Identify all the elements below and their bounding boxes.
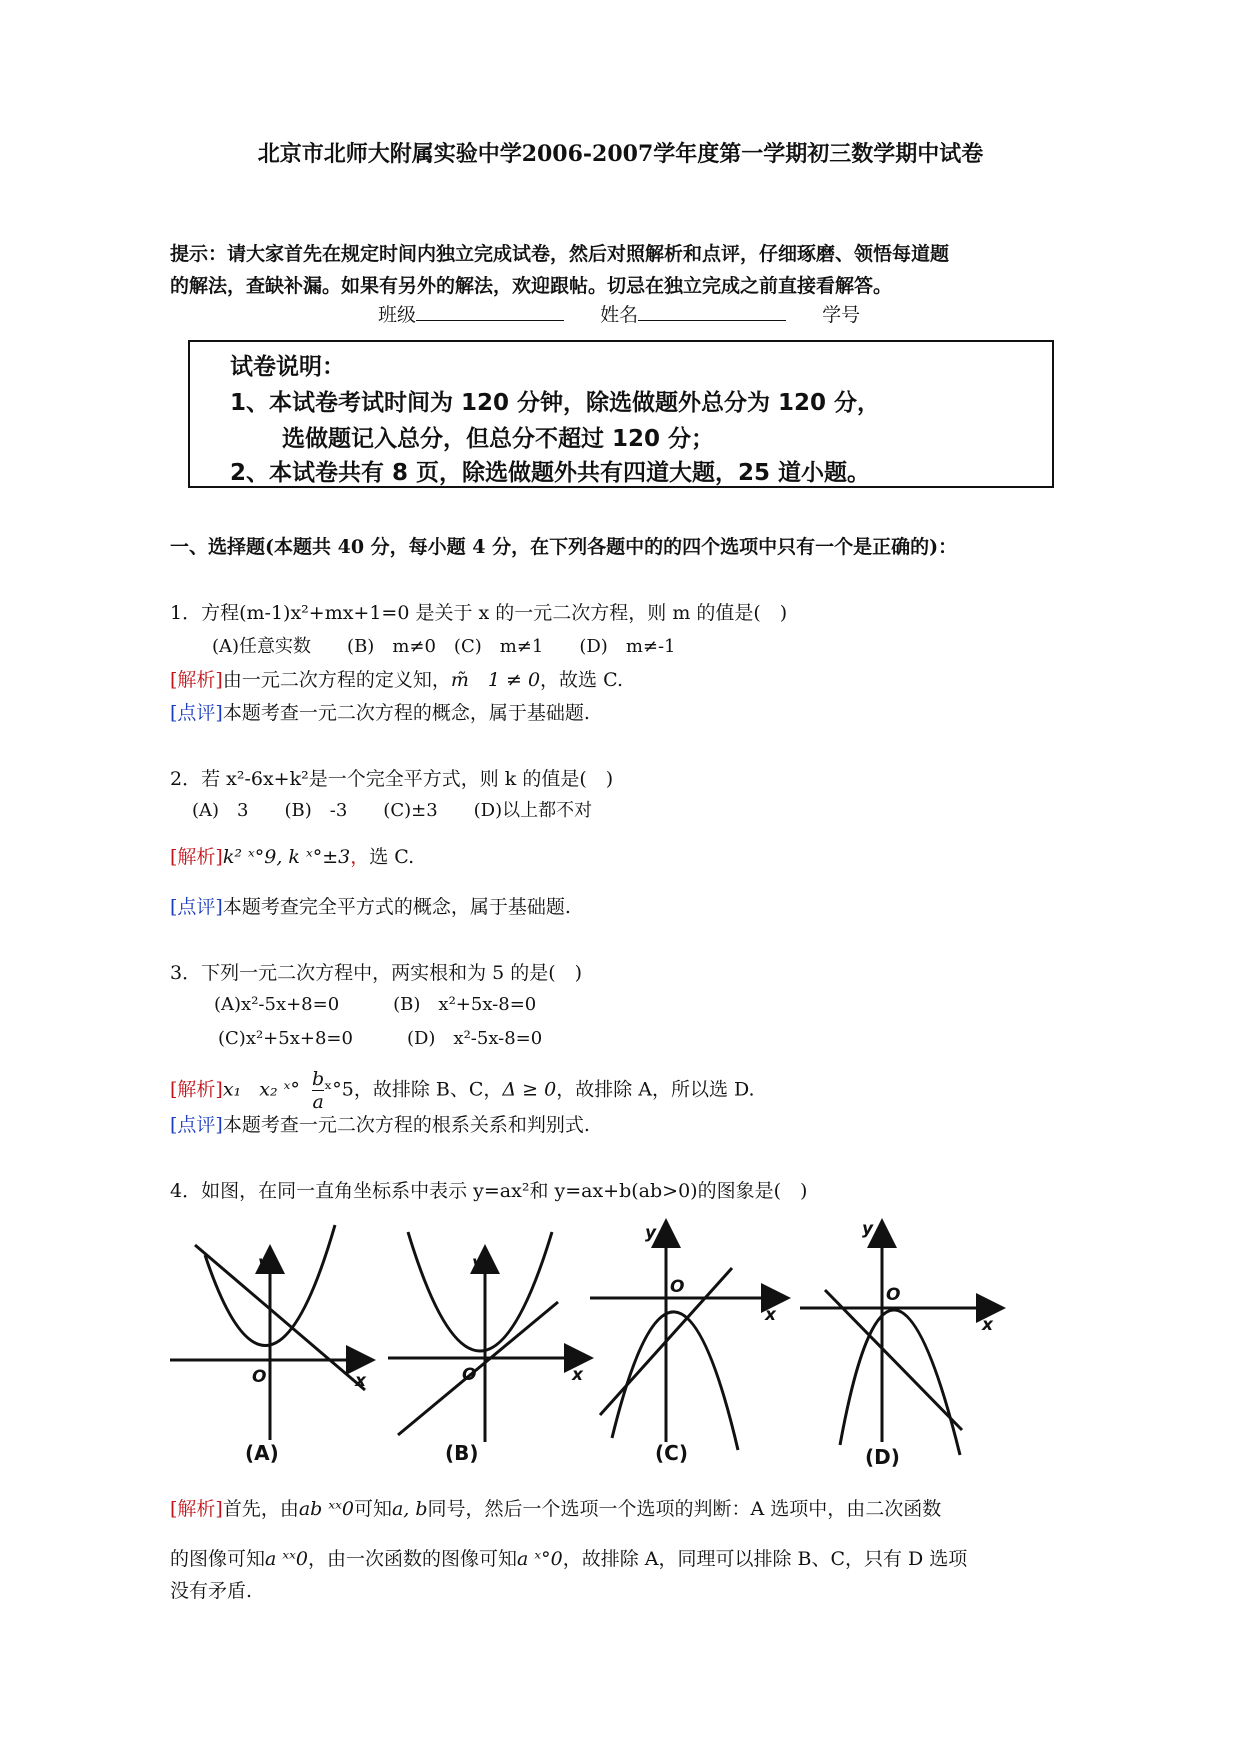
name-label: 姓名: [600, 304, 639, 326]
graph-d: [800, 1224, 1000, 1455]
page-title: 北京市北师大附属实验中学2006-2007学年度第一学期初三数学期中试卷: [257, 141, 984, 167]
exam-notice-box: [188, 340, 1054, 488]
hint-line-1: 提示：请大家首先在规定时间内独立完成试卷，然后对照解析和点评，仔细琢磨、领悟每道题: [170, 243, 950, 265]
svg-text:O: O: [886, 1285, 901, 1305]
q2-options: (A) 3 (B) -3 (C)±3 (D)以上都不对: [192, 800, 593, 821]
graph-b: [388, 1232, 588, 1442]
section-heading-1: 一、选择题(本题共 40 分，每小题 4 分，在下列各题中的的四个选项中只有一个是正确的)：: [170, 536, 958, 558]
class-label: 班级: [378, 304, 417, 326]
name-blank[interactable]: [638, 302, 786, 321]
svg-text:y: y: [472, 1253, 484, 1273]
q3-analysis: [解析]x₁ x₂ ˣ° $\frac{b}{a}$ ˣ°5，故排除 B、C，Δ ≥ 0，故排除 A，所以选 D.: [170, 1068, 755, 1113]
q3-stem: 3．下列一元二次方程中，两实根和为 5 的是( ): [170, 962, 583, 984]
q1-options: (A)任意实数 (B) m≠0 (C) m≠1 (D) m≠-1: [212, 636, 676, 657]
graph-label-c: (C): [655, 1441, 688, 1465]
notice-line-3: 2、本试卷共有 8 页，除选做题外共有四道大题，25 道小题。: [230, 460, 871, 486]
svg-text:y: y: [258, 1253, 270, 1273]
comment-tag: [点评]: [170, 702, 223, 724]
svg-text:x: x: [765, 1305, 776, 1325]
svg-text:O: O: [252, 1367, 267, 1387]
svg-text:O: O: [670, 1277, 685, 1297]
q3-comment: [点评]本题考查一元二次方程的根系关系和判别式.: [170, 1114, 590, 1136]
svg-text:y: y: [645, 1223, 657, 1243]
svg-text:x: x: [355, 1371, 366, 1391]
class-blank[interactable]: [416, 302, 564, 321]
q2-comment: [点评]本题考查完全平方式的概念，属于基础题.: [170, 896, 571, 918]
svg-text:x: x: [982, 1315, 993, 1335]
q4-analysis-line-2: 的图像可知a ˣˣ0，由一次函数的图像可知a ˣ°0，故排除 A，同理可以排除 B、C，只有 D 选项: [170, 1548, 968, 1570]
q2-analysis: [解析]k² ˣ°9, k ˣ°±3，选 C.: [170, 846, 415, 868]
notice-line-2: 选做题记入总分，但总分不超过 120 分；: [282, 426, 715, 452]
q3-options-2: (C)x²+5x+8=0 (D) x²-5x-8=0: [218, 1028, 543, 1049]
q2-stem: 2．若 x²-6x+k²是一个完全平方式，则 k 的值是( ): [170, 768, 614, 790]
notice-line-1: 1、本试卷考试时间为 120 分钟，除选做题外总分为 120 分，: [230, 390, 881, 416]
graph-a: [170, 1225, 370, 1440]
notice-heading: 试卷说明：: [230, 354, 345, 380]
q4-stem: 4．如图，在同一直角坐标系中表示 y=ax²和 y=ax+b(ab>0)的图象是( ): [170, 1180, 808, 1202]
svg-text:x: x: [572, 1365, 583, 1385]
graph-c: [590, 1224, 785, 1450]
graph-label-a: (A): [245, 1441, 279, 1465]
hint-line-2: 的解法，查缺补漏。如果有另外的解法，欢迎跟帖。切忌在独立完成之前直接看解答。: [170, 275, 893, 297]
q1-stem: 1．方程(m-1)x²+mx+1=0 是关于 x 的一元二次方程，则 m 的值是( ): [170, 602, 788, 624]
q4-graphs: [160, 1210, 1080, 1470]
q3-options-1: (A)x²-5x+8=0 (B) x²+5x-8=0: [214, 994, 537, 1015]
q1-comment: [点评]本题考查一元二次方程的概念，属于基础题.: [170, 702, 590, 724]
q4-analysis-line-1: [解析]首先，由ab ˣˣ0可知a, b同号，然后一个选项一个选项的判断：A 选项中，由二次函数: [170, 1498, 942, 1520]
q1-analysis: [解析]由一元二次方程的定义知，m̃ 1 ≠ 0，故选 C.: [170, 669, 623, 691]
graph-label-d: (D): [865, 1445, 900, 1469]
number-label: 学号: [822, 304, 861, 326]
svg-text:y: y: [862, 1219, 874, 1239]
graph-label-b: (B): [445, 1441, 479, 1465]
student-info-row: [378, 300, 860, 327]
fraction-b-over-a: $\frac{b}{a}$: [312, 1068, 325, 1113]
analysis-tag: [解析]: [170, 669, 223, 691]
q4-analysis-line-3: 没有矛盾.: [170, 1580, 253, 1602]
svg-text:O: O: [462, 1365, 477, 1385]
